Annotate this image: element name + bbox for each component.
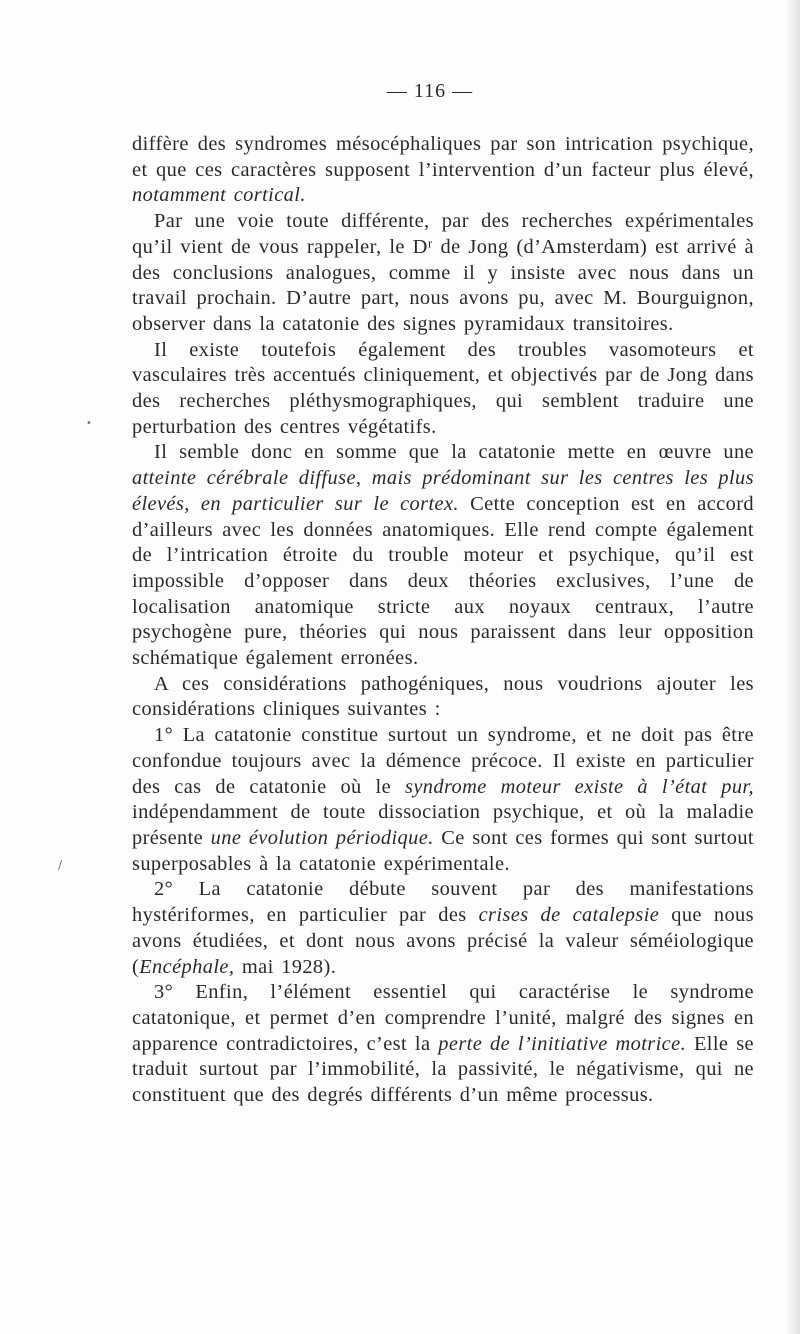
- paragraph-7: [132, 877, 754, 980]
- text-run: 1° La catatonie constitue surtout un syndrome, et ne doit pas être confondue toujours avec la démence précoce. Il existe en particulier des cas de catatonie où le: [132, 724, 754, 798]
- italic-text: Encéphale,: [139, 955, 235, 978]
- italic-text: atteinte cérébrale diffuse, mais prédominant sur les centres les plus élevés, en particulier sur le cortex.: [132, 467, 754, 515]
- text-run: Cette conception est en accord d’ailleurs avec les données anatomiques. Elle rend compte également de l’intrication étroite du trouble moteur et psychique, qu’il est impossible d’opposer dans deux théories exclusives, l’une de localisation anatomique stricte aux noyaux centraux, l’autre psychogène pure, théories qui nous paraissent dans leur opposition schématique également erronées.: [132, 492, 754, 670]
- margin-dot-mark: •: [86, 418, 92, 429]
- italic-text: une évolution périodique.: [210, 826, 434, 849]
- paragraph-3: [132, 338, 754, 441]
- text-run: 3° Enfin, l’élément essentiel qui caractérise le syndrome catatonique, et permet d’en comprendre l’unité, malgré des signes en apparence contradictoires, c’est la: [132, 981, 754, 1055]
- paragraph-2: [132, 209, 754, 338]
- paragraph-8: [132, 980, 754, 1109]
- text-run: indépendamment de toute dissociation psychique, et où la maladie présente: [132, 801, 754, 849]
- paragraph-5: [132, 672, 754, 723]
- text-run: A ces considérations pathogéniques, nous voudrions ajouter les considérations cliniques suivantes :: [132, 672, 754, 721]
- margin-tick-mark: /: [58, 858, 63, 872]
- text-run: mai 1928).: [234, 955, 337, 978]
- text-run: Ce sont ces formes qui sont surtout superposables à la catatonie expérimentale.: [132, 826, 754, 875]
- text-run: 2° La catatonie débute souvent par des manifestations hystériformes, en particulier par des: [132, 878, 754, 927]
- text-run: que nous avons étudiées, et dont nous avons précisé la valeur séméiologique (: [132, 904, 754, 978]
- paragraph-1: [132, 132, 754, 209]
- body-text: [132, 132, 754, 1109]
- italic-text: notamment cortical.: [132, 184, 306, 207]
- page-number: — 116 —: [386, 80, 474, 102]
- text-run: Il existe toutefois également des troubles vasomoteurs et vasculaires très accentués cliniquement, et objectivés par de Jong dans des recherches pléthysmographiques, qui semblent traduire une perturbation des centres végétatifs.: [132, 338, 754, 438]
- text-run: Il semble donc en somme que la catatonie mette en œuvre une: [154, 441, 754, 464]
- italic-text: perte de l’initiative motrice.: [438, 1032, 687, 1055]
- text-run: Elle se traduit surtout par l’immobilité, la passivité, le négativisme, qui ne constituent que des degrés différents d’un même processus.: [132, 1032, 755, 1107]
- italic-text: crises de catalepsie: [478, 904, 660, 927]
- text-run: Par une voie toute différente, par des recherches expérimentales qu’il vient de vous rappeler, le Dʳ de Jong (d’Amsterdam) est arrivé à des conclusions analogues, comme il y insiste avec nous dans un travail prochain. D’autre part, nous avons pu, avec M. Bourguignon, observer dans la catatonie des signes pyramidaux transitoires.: [132, 210, 754, 335]
- paragraph-6: [132, 723, 754, 877]
- page-edge-shadow: [786, 0, 800, 1334]
- italic-text: syndrome moteur existe à l’état pur,: [404, 775, 754, 798]
- paragraph-4: [132, 440, 754, 671]
- text-run: diffère des syndromes mésocéphaliques par son intrication psychique, et que ces caractères supposent l’intervention d’un facteur plus élevé,: [132, 133, 754, 181]
